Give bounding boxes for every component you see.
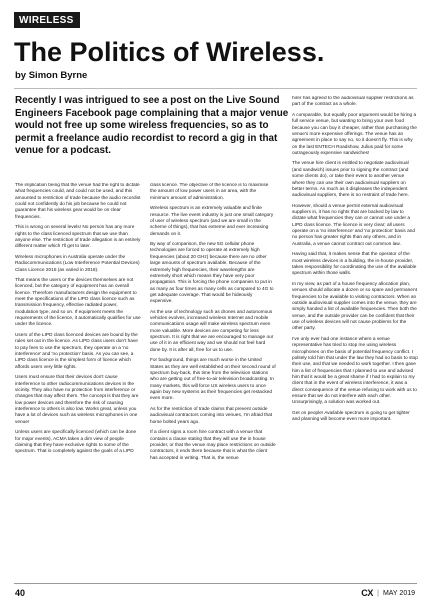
page-number: 40 <box>15 588 26 598</box>
paragraph: As the use of technology such as drones and autonomous vehicles evolves, increased wireless Internet and mobile communications usage will make wireless spectrum even more valuable. More devices are competing for less spectrum. It is right that we are encouraged to manage our use of it in an efficient way and we should not feel hard done by. It is after all, free for us to use. <box>150 309 274 353</box>
paragraph: For background, things are much worse in the United States as they are well established on their second round of spectrum buy-back, this time from the television stations who are getting out of free-to-air television broadcasting. In many markets, this will force US wireless users to once again buy new systems as their frequencies get restacked even more. <box>150 358 276 402</box>
paragraph: That means the users or the devices themselves are not licenced, but the category of equipment has an overall licence. Therefore manufacturers design the equipment to meet the specifications of the LIPD class licence such as transmission frequency, effective radiated power, modulation type, and so on. If equipment meets the requirements of the licence, it automatically qualifies for use under the licence. <box>15 278 141 328</box>
paragraph: Wireless microphones in Australia operate under the Radiocommunications (Low Interference Potential Devices) Class Licence 2015 (as varied in 2018). <box>15 254 140 273</box>
intro-paragraph: Recently I was intrigued to see a post on the Live Sound Engineers Facebook page complaining that a major venue would not free up some wireless frequencies, so as to permit a freelance audio recordist to record a gig in that venue for a podcast. <box>15 95 289 157</box>
article-column-1 <box>15 183 141 580</box>
paragraph: As for the restriction of trade claims that prevent outside audiovisual contractors coming into venues, I'm afraid that horse bolted years ago. <box>150 406 273 425</box>
paragraph: Get on people! Available spectrum is going to get tighter and planning will become even more important. <box>292 410 410 423</box>
footer-divider <box>14 583 417 584</box>
paragraph: A comparable, but equally poor argument would be hiring a full service venue, but wanting to bring your own food because you can buy it cheaper, rather than purchasing the venue's more expensive offerings. The venue has an agreement in place to say no, so it doesn't fly. This is why on the last ENTECH Roadshow, Julius paid for some outrageously expensive sandwiches! <box>292 112 417 156</box>
paragraph: Users must ensure that their devices don't cause interference to other radiocommunications devices in the vicinity. They also have no protection from interference or changes that may affect them. The concept is that they are low power devices and therefore the risk of causing interference to others is also low. Works great, unless you have a lot of devices such as wireless microphones in one venue! <box>15 375 139 425</box>
magazine-logo: CX <box>361 588 374 598</box>
article-title: The Politics of Wireless. <box>14 37 325 67</box>
paragraph: Having said that, it makes sense that the operator of the most wireless devices in a building, the in-house provider, takes responsibility for coordinating the use of the available spectrum within those walls. <box>292 252 417 277</box>
paragraph: However, should a venue permit external audiovisual suppliers in, it has no rights that are backed by law to dictate what frequencies they can or cannot use under a LIPD class licence. The licence is very clear; all users operate on a 'no interference' and 'no protection' basis and no person has greater rights than any others, and in Australia, a venue cannot contract out common law. <box>292 203 415 247</box>
paragraph: By way of comparison, the new 5G cellular phone technologies are forced to operate at extremely high frequencies (about 20 GHz) because there are no other large amounts of spectrum available. Because of the extremely high frequencies, their wavelengths are extremely short which means they have very poor propagation. This is forcing the phone companies to put in as many as four times as many cells as compared to 4G to get adequate coverage. That would be hideously expensive. <box>150 242 274 305</box>
paragraph: This is wrong on several levels! No person has any more rights to the class licenced spectrum that we use than anyone else. The restriction of trade allegation is an entirely different matter which I'll get to later. <box>15 225 141 250</box>
paragraph: hirer has agreed to the audiovisual supplier restrictions as part of the contract as a whole. <box>292 96 414 108</box>
author-byline: by Simon Byrne <box>15 70 88 81</box>
paragraph: If a client signs a room hire contract with a venue that contains a clause stating that they will use the in house provider, or that the venue may place restrictions on outside contractors, it ends there because that is what the client has accepted in writing. That is, the venue <box>150 430 276 461</box>
paragraph: In my view, as part of a house frequency allocation plan, venues should allocate a dozen or so spare and permanent frequencies to be available to visiting contractors. When an outside audiovisual supplier comes into the venue, they are simply handed a list of available frequencies. Then both the venue, and the outside provider can be confident that their use of wireless devices will not cause problems for the other party. <box>292 281 417 332</box>
paragraph: Wireless spectrum is an extremely valuable and finite resource. The live event industry is just one small category of user of wireless spectrum (and we are small in the scheme of things), that has extreme and ever increasing demands on it. <box>150 206 274 237</box>
footer-separator: | <box>377 589 379 597</box>
paragraph: Users of the LIPD class licenced devices are bound by the rules set out in the licence. As LIPD class users don't have to pay fees to use the spectrum, they operate on a 'no interference' and 'no protection' basis. As you can see, a LIPD class licence is the simplest form of licence which affords users very little rights. <box>15 332 138 370</box>
article-column-2 <box>150 183 276 580</box>
paragraph: Unless users are specifically licenced (which can be done for major events), ACMA takes a dim view of people claiming that they have exclusive rights to some of the spectrum. That is completely against the goals of a LIPD <box>15 430 137 455</box>
issue-date: MAY 2019 <box>382 589 415 597</box>
article-column-3 <box>292 96 418 580</box>
paragraph: The implication being that the venue had the right to dictate what frequencies could, and could not be used, and this amounted to restriction of trade because the audio recordist could not confidently do his job because he could not guarantee that his wireless gear would be on clear frequencies. <box>15 183 141 220</box>
header-divider <box>14 88 417 89</box>
paragraph: class licence. The objective of the licence is to maximise the amount of low power users in an area, with the minimum amount of administration. <box>150 183 269 201</box>
paragraph: I've only ever had one instance where a venue representative has tried to stop me using wireless microphones on the basis of potential frequency conflict. I politely told him that under the law they had no basis to stop their use, and that we needed to work together. I then gave him a list of frequencies that I planned to use and advised him that it would be a great shame if I had to explain to my client that in the event of wireless interference, it was a direct consequence of the venue refusing to work with us to ensure that we do not interfere with each other. Unsurprisingly, a solution was worked out. <box>292 336 418 406</box>
section-tag: WIRELESS <box>14 12 80 28</box>
paragraph: The venue hire client is entitled to negotiate audiovisual (and sandwich) issues prior to signing the contract (and some clients do), or take their event to another venue where they can use their own audiovisual suppliers on better terms. As much as it displeases the independent audiovisual suppliers, there is no restraint of trade here. <box>292 161 409 199</box>
footer-issue <box>361 588 415 598</box>
